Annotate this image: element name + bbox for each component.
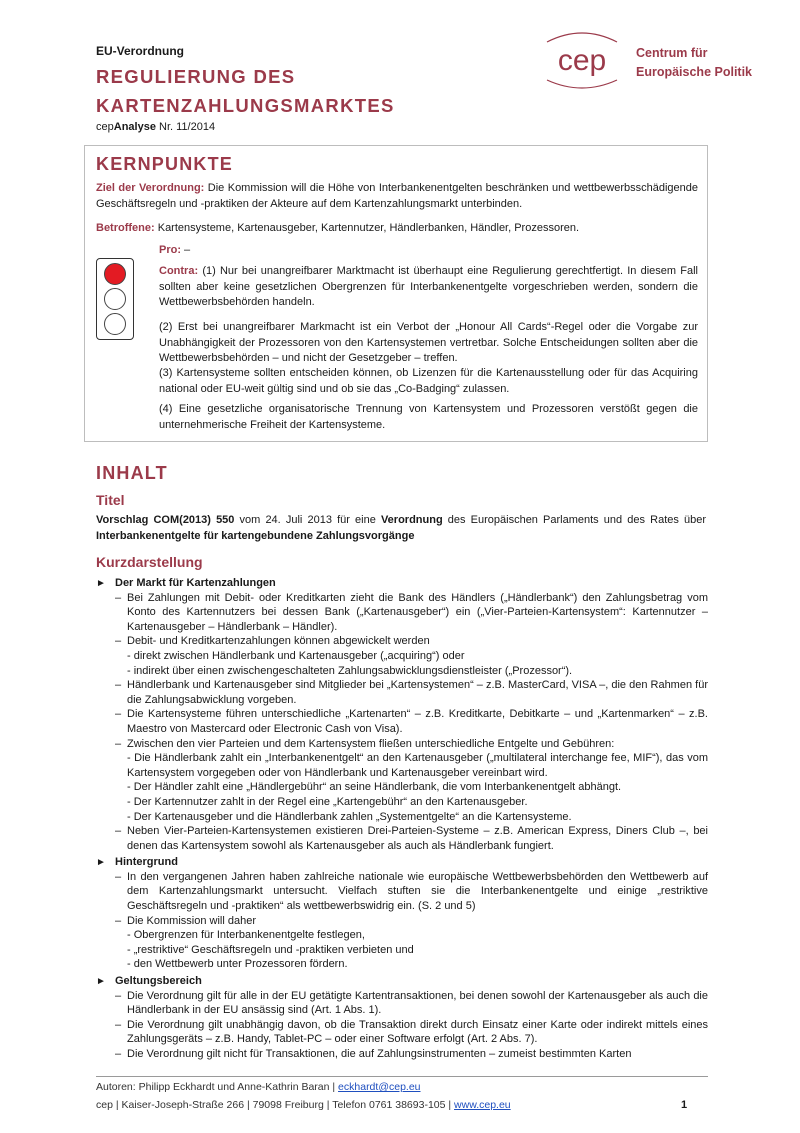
footer-address bbox=[96, 1099, 511, 1111]
dash-bullet-icon: – bbox=[115, 708, 122, 721]
pro-label: Pro: bbox=[159, 244, 181, 256]
list-item-text: Die Verordnung gilt nicht für Transaktionen, die auf Zahlungsinstrumenten – zumeist bestimmten Karten bbox=[127, 1048, 632, 1060]
footer-website-link[interactable]: www.cep.eu bbox=[454, 1099, 511, 1111]
arrow-right-icon: ► bbox=[96, 857, 106, 869]
sub-list-item: - Der Kartenausgeber und die Händlerbank zahlen „Systementgelte“ an die Kartensysteme. bbox=[127, 810, 572, 823]
list-item-text: Debit- und Kreditkartenzahlungen können abgewickelt werden bbox=[127, 635, 430, 648]
analyse-issue: Nr. 11/2014 bbox=[155, 121, 216, 133]
logo-wordmark: cep bbox=[557, 44, 607, 77]
list-item bbox=[96, 989, 708, 1018]
section-title bbox=[96, 855, 708, 870]
list-item bbox=[96, 824, 708, 853]
sub-list-item: - Der Kartennutzer zahlt in der Regel eine „Kartengebühr“ an den Kartenausgeber. bbox=[127, 795, 528, 808]
section-block bbox=[96, 855, 708, 972]
analyse-prefix: cep bbox=[96, 121, 114, 133]
dash-bullet-icon: – bbox=[115, 989, 122, 1002]
dash-bullet-icon: – bbox=[115, 825, 122, 838]
traffic-light-icon bbox=[96, 258, 134, 340]
dash-bullet-icon: – bbox=[115, 914, 122, 927]
ziel-text: Die Kommission will die Höhe von Interbankenentgelten beschränken und wettbewerbsschädigende Geschäftsregeln und -praktiken der Akteure auf dem Kartenzahlungsmarkt unterbinden. bbox=[96, 182, 698, 210]
list-item bbox=[96, 1047, 708, 1062]
list-item-text: Die Verordnung gilt unabhängig davon, ob die Transaktion direkt durch Einsatz einer Karte oder indirekt mittels eines Zahlungsgeräts – z.B. Handy, Tablet-PC – oder einer Software erfolgt (Art. 2 Abs. 7). bbox=[127, 1018, 708, 1046]
dash-bullet-icon: – bbox=[115, 591, 122, 604]
titel-com: Vorschlag COM(2013) 550 bbox=[96, 514, 235, 526]
list-item-text: Zwischen den vier Parteien und dem Kartensystem fließen unterschiedliche Entgelte und Gebühren: bbox=[127, 737, 615, 750]
list-item bbox=[96, 591, 708, 635]
contra-paragraph bbox=[159, 264, 698, 311]
list-item-text: Neben Vier-Parteien-Kartensystemen existieren Drei-Parteien-Systeme – z.B. American Express, Diners Club –, bei denen das Kartensystem sowohl als Kartenausgeber als auch als Händlerbank fungiert. bbox=[127, 825, 708, 852]
logo-line-2: Europäische Politik bbox=[636, 65, 753, 79]
ziel-paragraph bbox=[96, 181, 698, 212]
traffic-light-green bbox=[104, 313, 126, 335]
contra-label: Contra: bbox=[159, 265, 199, 277]
list-item-text: Die Kartensysteme führen unterschiedliche „Kartenarten“ – z.B. Kreditkarte, Debitkarte – und „Kartenmarken“ – z.B. Maestro von Mastercard oder Electronic Cash von Visa). bbox=[127, 708, 708, 735]
title-line-2: KARTENZAHLUNGSMARKTES bbox=[96, 95, 395, 116]
betroffene-label: Betroffene: bbox=[96, 222, 155, 234]
section-title bbox=[96, 576, 708, 591]
betroffene-paragraph bbox=[96, 221, 698, 237]
dash-bullet-icon: – bbox=[115, 1018, 122, 1031]
titel-heading: Titel bbox=[96, 492, 125, 508]
list-item bbox=[96, 870, 708, 914]
list-item bbox=[96, 707, 708, 736]
section-title-text: Geltungsbereich bbox=[115, 975, 202, 988]
sub-list-item: - „restriktive“ Geschäftsregeln und -praktiken verbieten und bbox=[127, 943, 414, 956]
page-number: 1 bbox=[681, 1099, 688, 1111]
list-item bbox=[96, 737, 708, 752]
sub-list-item: - Die Händlerbank zahlt ein „Interbankenentgelt“ an den Kartenausgeber („multilateral interchange fee, MIF“), das vom Kartensystem vorgegeben oder von Händlerbank und Kartenausgeber vereinbart wird. bbox=[127, 752, 708, 779]
titel-rates: des Europäischen Parlaments und des Rates über bbox=[442, 514, 707, 526]
betroffene-text: Kartensysteme, Kartenausgeber, Kartennutzer, Händlerbanken, Händler, Prozessoren. bbox=[154, 222, 580, 234]
titel-verordnung: Verordnung bbox=[380, 514, 443, 526]
list-item-text: Händlerbank und Kartenausgeber sind Mitglieder bei „Kartensystemen“ – z.B. MasterCard, VISA –, die den Rahmen für die Zahlungsabwicklung vorgeben. bbox=[127, 679, 708, 706]
list-item-text: Bei Zahlungen mit Debit- oder Kreditkarten zieht die Bank des Händlers („Händlerbank“) den Zahlungsbetrag vom Konto des Kartennutzers bei dessen Bank („Kartenausgeber“) ein („Vier-Parteien-Kartensystem“: Kartennutzer – Kartenausgeber – Händlerbank – Händler). bbox=[127, 591, 708, 633]
analyse-bold: Analyse bbox=[113, 121, 156, 133]
sub-list-item: - indirekt über einen zwischengeschalteten Zahlungsabwicklungsdienstleister („Prozessor“). bbox=[127, 664, 573, 677]
list-item bbox=[96, 678, 708, 707]
ziel-label: Ziel der Verordnung: bbox=[96, 182, 205, 194]
list-item bbox=[96, 914, 708, 929]
titel-date: vom 24. Juli 2013 für eine bbox=[234, 514, 381, 526]
traffic-light-red bbox=[104, 263, 126, 285]
footer-email-link[interactable]: eckhardt@cep.eu bbox=[338, 1081, 421, 1093]
dash-bullet-icon: – bbox=[115, 870, 122, 883]
dash-bullet-icon: – bbox=[115, 679, 122, 692]
kernpunkte-heading: KERNPUNKTE bbox=[96, 154, 234, 174]
list-item-text: Die Verordnung gilt für alle in der EU getätigte Kartentransaktionen, bei denen sowohl der Kartenausgeber als auch die Händlerbank in der EU ansässig sind (Art. 1 Abs. 1). bbox=[127, 989, 708, 1017]
footer-authors bbox=[96, 1081, 421, 1093]
section-block bbox=[96, 576, 708, 853]
logo-line-1: Centrum für bbox=[636, 46, 708, 60]
logo-text bbox=[636, 44, 752, 82]
sub-list-item: - direkt zwischen Händlerbank und Kartenausgeber („acquiring“) oder bbox=[127, 649, 465, 662]
kurzdarstellung-heading: Kurzdarstellung bbox=[96, 554, 203, 570]
dash-bullet-icon: – bbox=[115, 635, 122, 648]
analyse-number bbox=[96, 121, 215, 133]
traffic-light-yellow bbox=[104, 288, 126, 310]
section-block bbox=[96, 974, 708, 1062]
sub-list-item: - Obergrenzen für Interbankenentgelte festlegen, bbox=[127, 929, 365, 942]
list-item bbox=[96, 634, 708, 649]
section-title-text: Der Markt für Kartenzahlungen bbox=[115, 577, 276, 589]
contra-point-4: (4) Eine gesetzliche organisatorische Trennung von Kartensystem und Prozessoren verstößt gegen die unternehmerische Freiheit der Kartensysteme. bbox=[159, 403, 698, 431]
pro-text: – bbox=[181, 244, 191, 256]
dash-bullet-icon: – bbox=[115, 1048, 122, 1060]
contra-point-2: (2) Erst bei unangreifbarer Markmacht ist ein Verbot der „Honour All Cards“-Regel oder die Vorgabe zur Unabhängigkeit der Prozessoren von den Kartensystemen vertretbar. Solche Entscheidungen sollten aber die Wettbewerbsbehörden – und nicht der Gesetzgeber – treffen. bbox=[159, 321, 698, 364]
contra-text: (1) Nur bei unangreifbarer Marktmacht ist überhaupt eine Regulierung gerechtfertigt. In diesem Fall sollten aber keine gesetzlichen Obergrenzen für Interbankenentgelte vorgeschrieben werden, sondern die Wettbewerbsbehörden handeln. bbox=[159, 265, 698, 308]
document-type: EU-Verordnung bbox=[96, 44, 185, 58]
list-item-text: In den vergangenen Jahren haben zahlreiche nationale wie europäische Wettbewerbsbehörden den Wettbewerb auf dem Kartenzahlungsmarkt untersucht. Vielfach stuften sie die Interbankenentgelte und einige „restriktive Geschäftsregeln und -praktiken“ als wettbewerbswidrig ein. (S. 2 und 5) bbox=[127, 870, 708, 913]
footer-address-text: cep | Kaiser-Joseph-Straße 266 | 79098 Freiburg | Telefon 0761 38693-105 | bbox=[96, 1099, 455, 1111]
section-title bbox=[96, 974, 708, 989]
contra-point-3: (3) Kartensysteme sollten entscheiden können, ob Lizenzen für die Kartenausstellung oder für das Acquiring national oder EU-weit gültig sind und ob sie das „Co-Badging“ zulassen. bbox=[159, 367, 698, 395]
arrow-right-icon: ► bbox=[96, 976, 106, 988]
section-title-text: Hintergrund bbox=[115, 856, 178, 869]
dash-bullet-icon: – bbox=[115, 737, 122, 750]
title-line-1: REGULIERUNG DES bbox=[96, 66, 296, 87]
sub-list-item: - den Wettbewerb unter Prozessoren fördern. bbox=[127, 958, 348, 971]
list-item bbox=[96, 1018, 708, 1047]
inhalt-heading: INHALT bbox=[96, 463, 168, 483]
footer-authors-text: Autoren: Philipp Eckhardt und Anne-Kathrin Baran | bbox=[96, 1081, 339, 1093]
cep-logo-icon bbox=[537, 30, 627, 90]
kurzdarstellung-list bbox=[96, 576, 708, 1064]
list-item-text: Die Kommission will daher bbox=[127, 914, 256, 927]
arrow-right-icon: ► bbox=[96, 578, 106, 589]
footer-divider bbox=[96, 1076, 708, 1077]
pro-paragraph bbox=[159, 243, 698, 259]
titel-subject: Interbankenentgelte für kartengebundene Zahlungsvorgänge bbox=[96, 529, 415, 542]
titel-text bbox=[96, 513, 706, 544]
sub-list-item: - Der Händler zahlt eine „Händlergebühr“ an seine Händlerbank, die vom Interbankenentgelt abhängt. bbox=[127, 781, 622, 794]
document-title bbox=[96, 62, 395, 120]
